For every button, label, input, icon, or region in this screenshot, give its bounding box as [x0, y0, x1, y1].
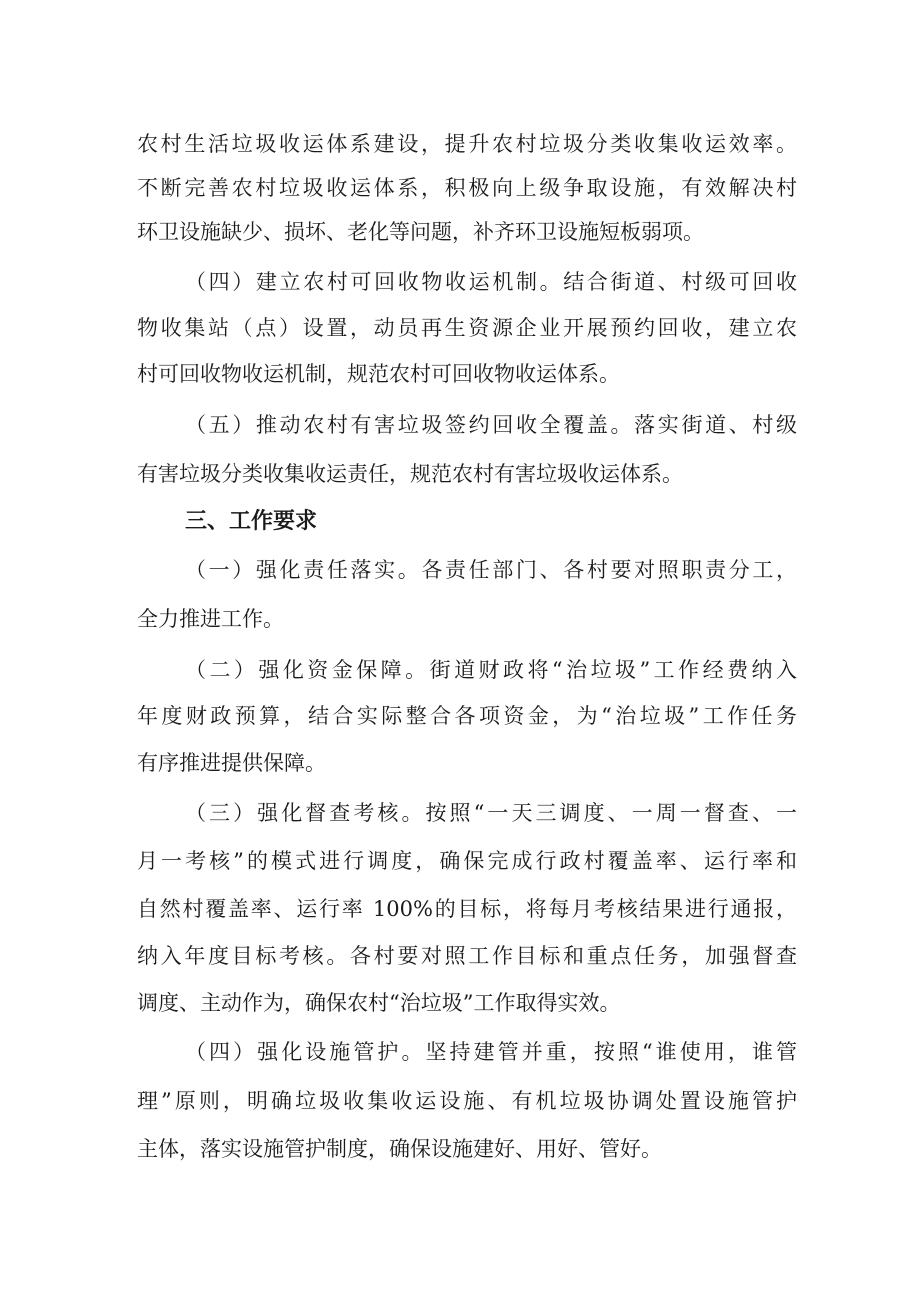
- text-line: 全力推进工作。: [137, 607, 284, 631]
- text-line: 月一考核”的模式进行调度，确保完成行政村覆盖率、运行率和: [137, 849, 797, 873]
- section-heading-work-requirements: 三、工作要求: [185, 509, 318, 534]
- text-line: （四）建立农村可回收物收运机制。结合街道、村级可回收: [185, 270, 797, 294]
- text-line: 有害垃圾分类收集收运责任，规范农村有害垃圾收运体系。: [137, 462, 683, 486]
- text-line: 主体，落实设施管护制度，确保设施建好、用好、管好。: [137, 1137, 662, 1161]
- text-line: 纳入年度目标考核。各村要对照工作目标和重点任务，加强督查: [137, 944, 797, 968]
- text-line: （三）强化督查考核。按照“一天三调度、一周一督查、一: [185, 801, 797, 825]
- text-line: 年度财政预算，结合实际整合各项资金，为“治垃圾”工作任务: [137, 704, 797, 728]
- text-line: （五）推动农村有害垃圾签约回收全覆盖。落实街道、村级: [185, 413, 797, 437]
- text-line: 不断完善农村垃圾收运体系，积极向上级争取设施，有效解决村: [137, 176, 797, 200]
- text-line: 自然村覆盖率、运行率 100%的目标，将每月考核结果进行通报，: [137, 897, 797, 921]
- text-line: （二）强化资金保障。街道财政将“治垃圾”工作经费纳入: [185, 658, 797, 682]
- text-line: 村可回收物收运机制，规范农村可回收物收运体系。: [137, 362, 620, 386]
- text-line: 有序推进提供保障。: [137, 751, 326, 775]
- text-line: 理”原则，明确垃圾收集收运设施、有机垃圾协调处置设施管护: [137, 1089, 797, 1113]
- text-line: 环卫设施缺少、损坏、老化等问题，补齐环卫设施短板弱项。: [137, 220, 704, 244]
- text-line: 农村生活垃圾收运体系建设，提升农村垃圾分类收集收运效率。: [137, 132, 797, 156]
- text-line: 物收集站（点）设置，动员再生资源企业开展预约回收，建立农: [137, 316, 797, 340]
- text-line: 调度、主动作为，确保农村“治垃圾”工作取得实效。: [137, 991, 621, 1015]
- text-line: （四）强化设施管护。坚持建管并重，按照“谁使用，谁管: [185, 1040, 797, 1064]
- text-line: （一）强化责任落实。各责任部门、各村要对照职责分工，: [185, 558, 797, 582]
